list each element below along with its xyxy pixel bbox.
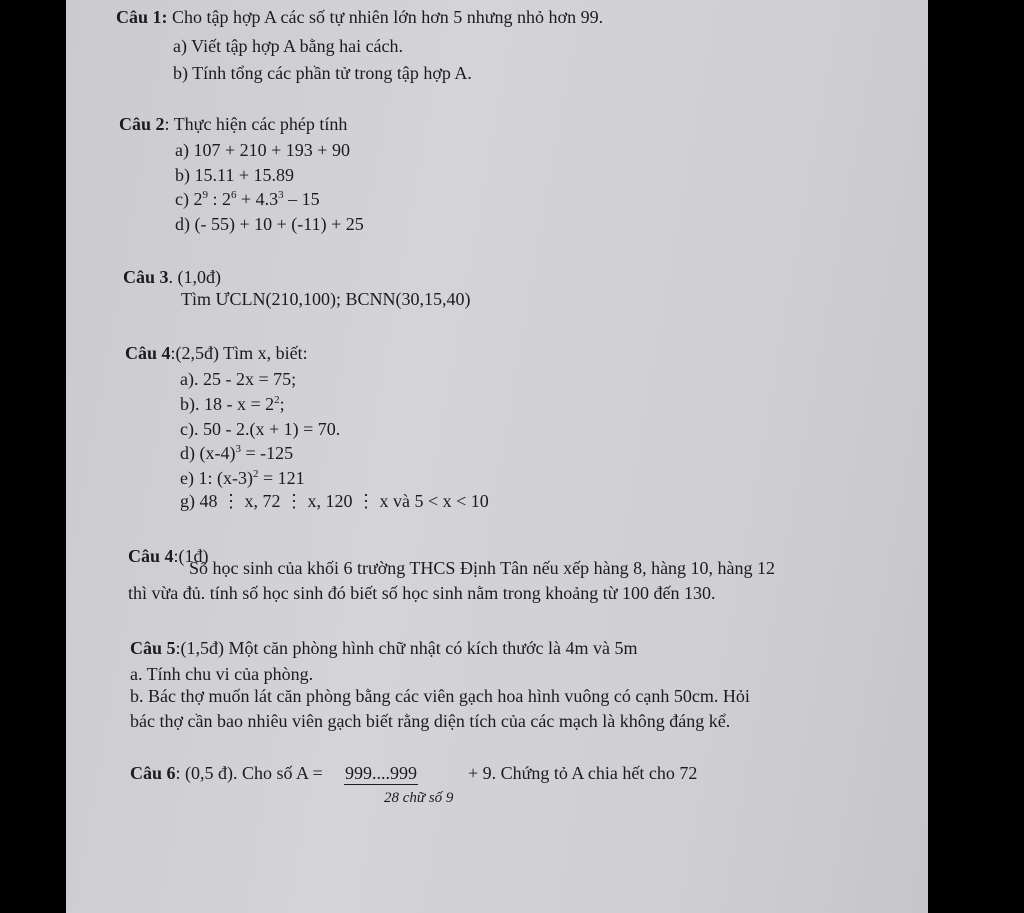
q4-heading [125,342,308,364]
q3-heading [123,266,221,288]
q1-part-a: a) Viết tập hợp A bằng hai cách. [173,36,404,56]
q3-label: Câu 3 [123,267,169,287]
q2-label: Câu 2 [119,114,165,134]
q5-part-b-line1: b. Bác thợ muốn lát căn phòng bằng các viên gạch hoa hình vuông có cạnh 50cm. Hỏi [130,686,750,706]
q2-part-b: b) 15.11 + 15.89 [175,165,294,185]
q1-heading [116,6,603,28]
q4-part-b: b). $18 - x = 2^2$; [180,394,285,414]
q3-text: Tìm ƯCLN(210,100); BCNN(30,15,40) [181,289,471,309]
q2-text: : Thực hiện các phép tính [164,114,348,134]
q4-part-d: d) $(x-4)^3 = -125$ [180,443,294,463]
q5-label: Câu 5 [130,638,176,658]
q4b-label: Câu 4 [128,546,174,566]
q6-prefix: : (0,5 đ). Cho số A = [175,763,323,783]
q3-points: . (1,0đ) [168,267,222,287]
q4-part-c: c). 50 - 2.(x + 1) = 70. [180,419,341,439]
q4b-line1: Số học sinh của khối 6 trường THCS Định Tân nếu xếp hàng 8, hàng 10, hàng 12 [189,558,776,578]
q1-part-b: b) Tính tổng các phần tử trong tập hợp A. [173,63,472,83]
q4b-line2: thì vừa đủ. tính số học sinh đó biết số học sinh nằm trong khoảng từ 100 đến 130. [128,583,716,603]
q5-heading [130,637,637,659]
q2-heading [119,113,347,135]
q6-heading [130,762,323,784]
q2-part-a: a) 107 + 210 + 193 + 90 [175,140,350,160]
q6-suffix: + 9. Chứng tỏ A chia hết cho 72 [468,763,698,783]
q5-points: :(1,5đ) Một căn phòng hình chữ nhật có kích thước là 4m và 5m [175,638,638,658]
q4-part-e: e) 1: $(x-3)^2 = 121$ [180,468,305,488]
q4-label: Câu 4 [125,343,171,363]
q4-part-a: a). 25 - 2x = 75; [180,369,297,389]
q2-part-c: c) $2^9$ : $2^6 + 4.3^3 - 15$ [175,189,320,209]
q4-part-g: g) 48 ⋮ x, 72 ⋮ x, 120 ⋮ x và 5 < x < 10 [180,491,489,511]
q2-part-d: d) (- 55) + 10 + (-11) + 25 [175,214,364,234]
q4b-points: :(1đ) [173,546,209,566]
q6-label: Câu 6 [130,763,176,783]
q5-part-b-line2: bác thợ cần bao nhiêu viên gạch biết rằng diện tích của các mạch là không đáng kể. [130,711,731,731]
q1-text: Cho tập hợp A các số tự nhiên lớn hơn 5 nhưng nhỏ hơn 99. [167,7,604,27]
q6-denominator: 28 chữ số 9 [384,790,454,806]
q1-label: Câu 1: [116,7,168,27]
q4-points: :(2,5đ) Tìm x, biết: [170,343,308,363]
q5-part-a: a. Tính chu vi của phòng. [130,664,314,684]
q6-numerator: 999....999 [345,763,417,783]
